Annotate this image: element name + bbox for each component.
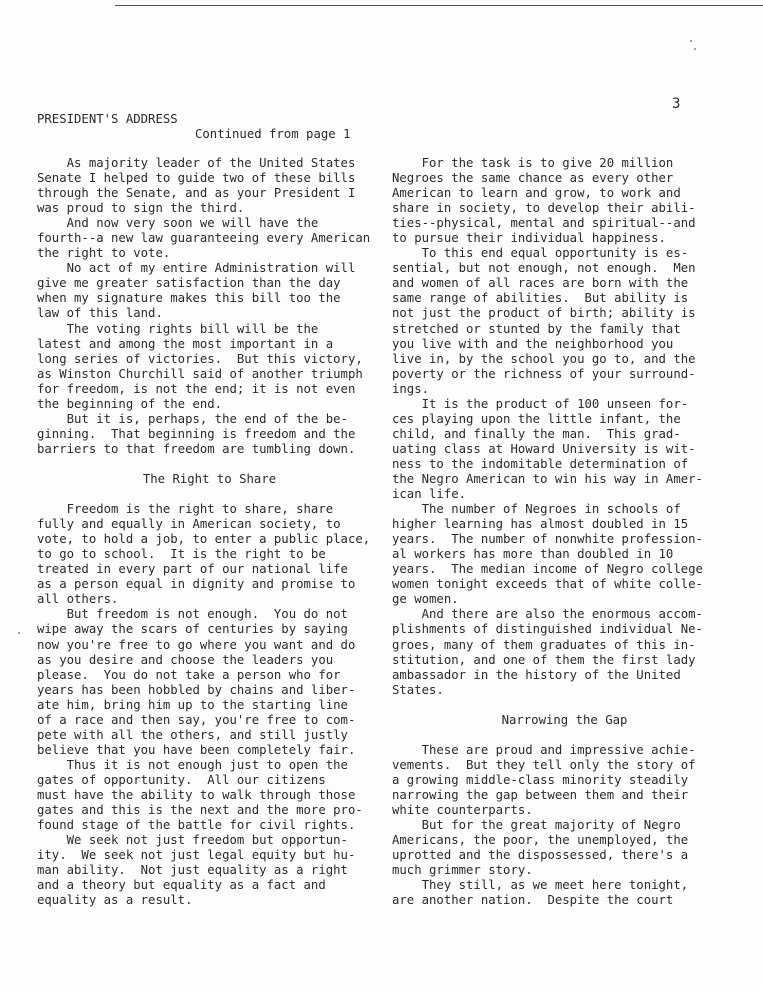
right-column [392,156,737,908]
text-line: as Winston Churchill said of another triumph [37,366,363,381]
text-line: uprotted and the dispossessed, there's a [392,848,689,863]
text-line: To this end equal opportunity is es- [392,246,689,261]
text-line: stretched or stunted by the family that [392,321,681,336]
text-line: child, and finally the man. This grad- [392,426,681,441]
text-line: now you're free to go where you want and do [37,637,356,652]
text-line: Negroes the same chance as every other [392,171,674,186]
text-line: No act of my entire Administration will [37,261,356,276]
text-line: ties--physical, mental and spiritual--and [392,216,696,231]
page-number: 3 [672,96,681,112]
text-line: gates of opportunity. All our citizens [37,772,326,787]
text-line: sential, but not enough, not enough. Men [392,261,696,276]
text-line: law of this land. [37,306,163,321]
text-line: the right to vote. [37,246,171,261]
top-rule [115,5,763,6]
text-line: years has been hobbled by chains and liber- [37,682,356,697]
text-line: Senate I helped to guide two of these bills [37,171,356,186]
text-line: long series of victories. But this victory, [37,351,363,366]
text-line: ambassador in the history of the United [392,667,681,682]
text-line: and a theory but equality as a fact and [37,878,326,893]
text-line: treated in every part of our national life [37,562,348,577]
text-line: States. [392,682,444,697]
text-line: But freedom is not enough. You do not [37,607,348,622]
text-line: But it is, perhaps, the end of the be- [37,411,348,426]
text-line: found stage of the battle for civil rights. [37,818,356,833]
text-line: a growing middle-class minority steadily [392,772,689,787]
text-line: are another nation. Despite the court [392,893,674,908]
text-line: ate him, bring him up to the starting line [37,697,348,712]
text-line: the beginning of the end. [37,396,223,411]
scan-speck [690,40,692,42]
text-line: ge women. [392,592,459,607]
blank-line [37,457,382,472]
text-line: ces playing upon the little infant, the [392,411,681,426]
section-heading: The Right to Share [142,471,277,486]
text-line: But for the great majority of Negro [392,818,681,833]
text-line: As majority leader of the United States [37,156,356,170]
text-line: must have the ability to walk through those [37,787,356,802]
text-line: ginning. That beginning is freedom and the [37,426,356,441]
blank-line [392,728,737,743]
text-line: Thus it is not enough just to open the [37,757,348,772]
left-column [37,156,382,908]
article-title: PRESIDENT'S ADDRESS [37,112,178,126]
text-line: These are proud and impressive achie- [392,742,696,757]
text-line: And there are also the enormous accom- [392,607,703,622]
text-line: share in society, to develop their abili- [392,201,696,216]
text-line: as a person equal in dignity and promise to [37,577,356,592]
text-line: We seek not just freedom but opportun- [37,833,348,848]
text-line: And now very soon we will have the [37,216,319,231]
scan-speck [694,48,696,50]
continued-note: Continued from page 1 [195,127,351,141]
text-line: women tonight exceeds that of white colle- [392,577,703,592]
text-line: white counterparts. [392,803,533,818]
text-line: ings. [392,381,430,396]
text-line: ness to the indomitable determination of [392,456,689,471]
text-line: stitution, and one of them the first lady [392,652,696,667]
text-line: For the task is to give 20 million [392,156,674,170]
text-line: to go to school. It is the right to be [37,547,326,562]
text-line: please. You do not take a person who for [37,667,341,682]
text-line: vements. But they tell only the story of [392,757,696,772]
text-line: Freedom is the right to share, share [37,502,334,517]
text-line: live in, by the school you go to, and the [392,351,696,366]
text-line: equality as a result. [37,893,193,908]
text-line: of a race and then say, you're free to com- [37,712,356,727]
text-line: for freedom, is not the end; it is not even [37,381,356,396]
scan-speck [18,632,20,634]
text-line: The number of Negroes in schools of [392,502,681,517]
text-line: plishments of distinguished individual Ne- [392,622,703,637]
text-line: It is the product of 100 unseen for- [392,396,689,411]
text-line: was proud to sign the third. [37,201,245,216]
text-line: through the Senate, and as your President I [37,186,356,201]
text-line: same range of abilities. But ability is [392,291,689,306]
text-line: al workers has more than doubled in 10 [392,547,674,562]
text-line: and women of all races are born with the [392,276,689,291]
text-line: Americans, the poor, the unemployed, the [392,833,689,848]
text-line: years. The number of nonwhite profession- [392,532,703,547]
text-line: higher learning has almost doubled in 15 [392,517,689,532]
text-line: American to learn and grow, to work and [392,186,681,201]
text-line: believe that you have been completely fair. [37,742,356,757]
text-line: barriers to that freedom are tumbling down. [37,441,356,456]
text-line: narrowing the gap between them and their [392,787,689,802]
text-line: give me greater satisfaction than the day [37,276,341,291]
text-line: the Negro American to win his way in Amer- [392,471,703,486]
text-line: vote, to hold a job, to enter a public place, [37,532,371,547]
text-line: gates and this is the next and the more pro- [37,803,363,818]
text-line: The voting rights bill will be the [37,321,319,336]
text-line: They still, as we meet here tonight, [392,878,689,893]
text-line: all others. [37,592,119,607]
text-line: wipe away the scars of centuries by saying [37,622,348,637]
section-heading: Narrowing the Gap [501,712,628,727]
text-line: uating class at Howard University is wit- [392,441,696,456]
text-line: you live with and the neighborhood you [392,336,674,351]
text-line: fourth--a new law guaranteeing every American [37,231,371,246]
text-line: when my signature makes this bill too the [37,291,341,306]
text-line: much grimmer story. [392,863,533,878]
text-line: ican life. [392,487,467,502]
text-line: latest and among the most important in a [37,336,334,351]
text-line: fully and equally in American society, to [37,517,341,532]
text-line: pete with all the others, and still justly [37,727,348,742]
text-line: to pursue their individual happiness. [392,231,666,246]
text-line: ity. We seek not just legal equity but hu- [37,848,356,863]
text-line: not just the product of birth; ability is [392,306,696,321]
text-line: years. The median income of Negro college [392,562,703,577]
text-line: groes, many of them graduates of this in- [392,637,696,652]
blank-line [392,698,737,713]
blank-line [37,487,382,502]
text-line: man ability. Not just equality as a right [37,863,348,878]
text-line: poverty or the richness of your surround- [392,366,696,381]
text-line: as you desire and choose the leaders you [37,652,334,667]
